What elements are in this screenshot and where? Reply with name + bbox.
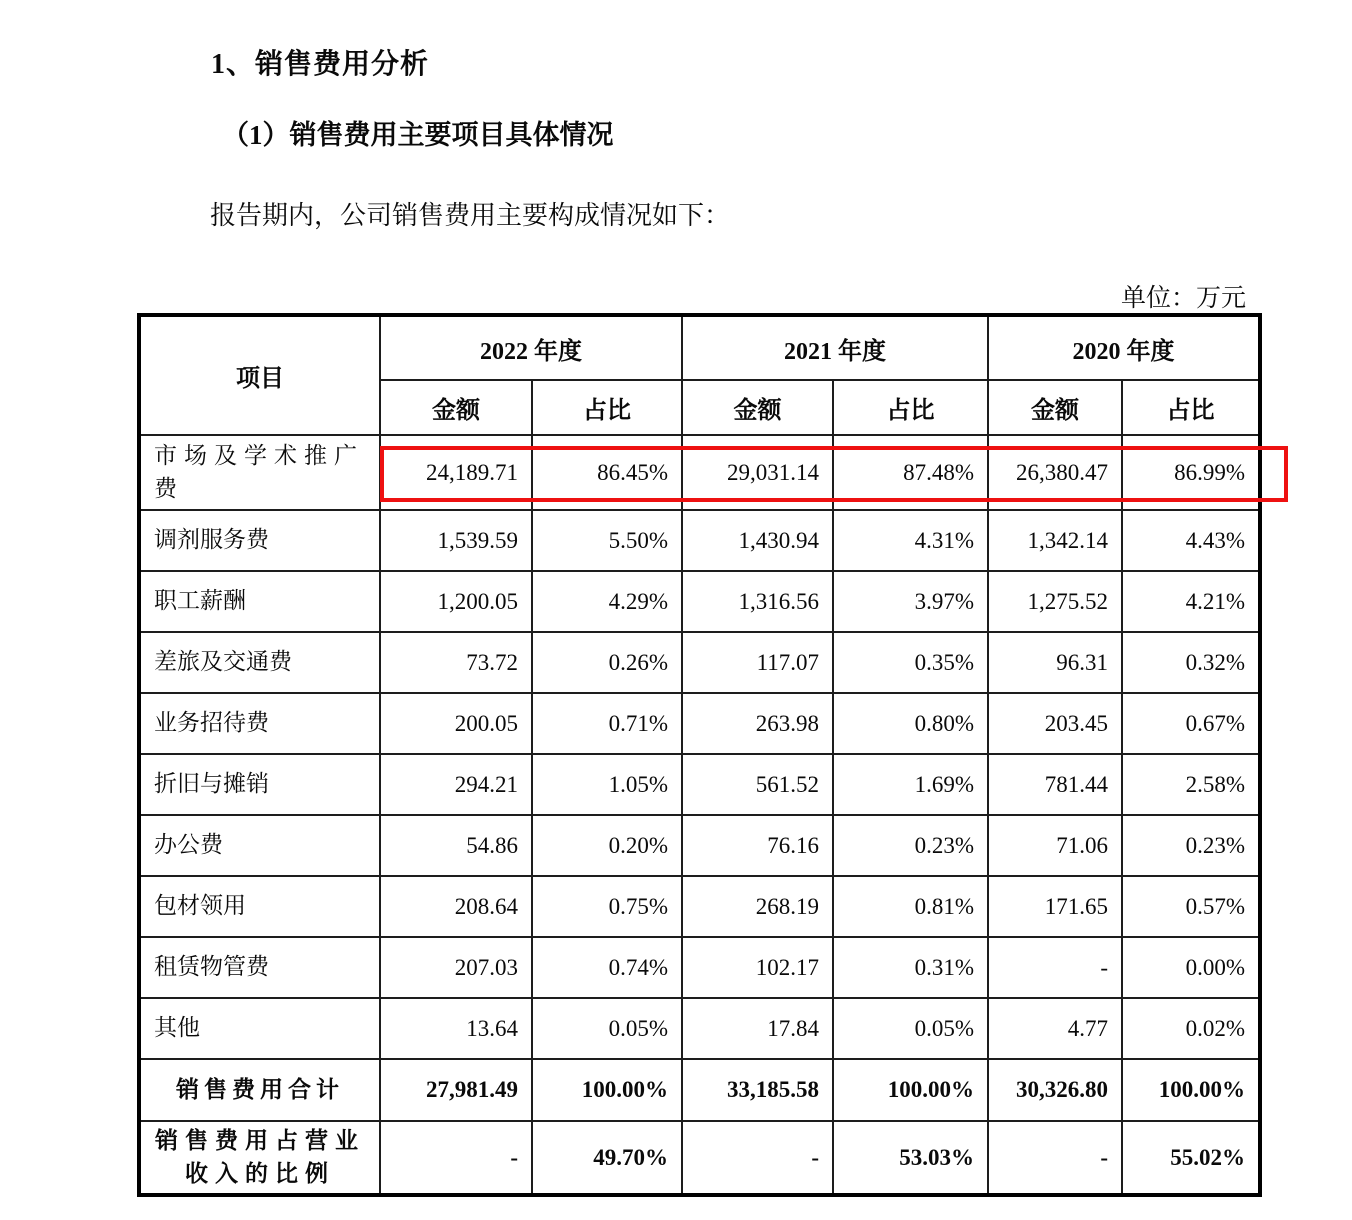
item-cell: 销售费用合计 — [139, 1059, 380, 1121]
unit-label: 单位：万元 — [1120, 285, 1246, 312]
value-cell: 100.00% — [1122, 1059, 1260, 1121]
value-cell: 263.98 — [682, 693, 833, 754]
value-cell: 268.19 — [682, 876, 833, 937]
item-cell: 包材领用 — [139, 876, 380, 937]
value-cell: 294.21 — [380, 754, 532, 815]
value-cell: 4.31% — [833, 510, 988, 571]
item-cell: 业务招待费 — [139, 693, 380, 754]
value-cell: 102.17 — [682, 937, 833, 998]
value-cell: 4.29% — [532, 571, 682, 632]
value-cell: 1.05% — [532, 754, 682, 815]
ratio-header-2022: 占比 — [532, 380, 682, 435]
value-cell: 100.00% — [532, 1059, 682, 1121]
amount-header-2022: 金额 — [380, 380, 532, 435]
value-cell: 86.99% — [1122, 435, 1260, 510]
table-row — [139, 1059, 1260, 1121]
intro-text: 报告期内，公司销售费用主要构成情况如下： — [210, 201, 731, 230]
value-cell: 207.03 — [380, 937, 532, 998]
item-cell: 职工薪酬 — [139, 571, 380, 632]
value-cell: 1,275.52 — [988, 571, 1122, 632]
table-row — [139, 1121, 1260, 1195]
value-cell: 29,031.14 — [682, 435, 833, 510]
item-cell: 租赁物管费 — [139, 937, 380, 998]
value-cell: 76.16 — [682, 815, 833, 876]
value-cell: 0.75% — [532, 876, 682, 937]
value-cell: 0.23% — [833, 815, 988, 876]
amount-header-2020: 金额 — [988, 380, 1122, 435]
ratio-header-2021: 占比 — [833, 380, 988, 435]
value-cell: 4.21% — [1122, 571, 1260, 632]
value-cell: 0.67% — [1122, 693, 1260, 754]
value-cell: - — [988, 937, 1122, 998]
item-cell: 销售费用占营业收入的比例 — [139, 1121, 380, 1195]
value-cell: 0.05% — [833, 998, 988, 1059]
value-cell: 96.31 — [988, 632, 1122, 693]
value-cell: 17.84 — [682, 998, 833, 1059]
value-cell: 0.00% — [1122, 937, 1260, 998]
value-cell: 0.57% — [1122, 876, 1260, 937]
value-cell: 0.32% — [1122, 632, 1260, 693]
value-cell: 53.03% — [833, 1121, 988, 1195]
item-cell: 办公费 — [139, 815, 380, 876]
value-cell: 1,430.94 — [682, 510, 833, 571]
value-cell: 0.05% — [532, 998, 682, 1059]
subsection-title: （1）销售费用主要项目具体情况 — [222, 120, 614, 150]
item-cell: 差旅及交通费 — [139, 632, 380, 693]
value-cell: 561.52 — [682, 754, 833, 815]
expense-table-container — [137, 313, 1262, 1197]
value-cell: 30,326.80 — [988, 1059, 1122, 1121]
value-cell: 24,189.71 — [380, 435, 532, 510]
section-title: 1、销售费用分析 — [211, 49, 430, 80]
value-cell: - — [380, 1121, 532, 1195]
value-cell: 71.06 — [988, 815, 1122, 876]
value-cell: 86.45% — [532, 435, 682, 510]
value-cell: - — [682, 1121, 833, 1195]
item-cell: 其他 — [139, 998, 380, 1059]
value-cell: 171.65 — [988, 876, 1122, 937]
value-cell: 0.23% — [1122, 815, 1260, 876]
value-cell: 0.71% — [532, 693, 682, 754]
value-cell: 1,200.05 — [380, 571, 532, 632]
value-cell: 3.97% — [833, 571, 988, 632]
item-cell: 调剂服务费 — [139, 510, 380, 571]
table-row — [139, 937, 1260, 998]
value-cell: 1,316.56 — [682, 571, 833, 632]
value-cell: 54.86 — [380, 815, 532, 876]
year-header-2022: 2022 年度 — [380, 315, 682, 380]
value-cell: 13.64 — [380, 998, 532, 1059]
value-cell: 1,342.14 — [988, 510, 1122, 571]
table-row — [139, 693, 1260, 754]
table-row — [139, 435, 1260, 510]
value-cell: 781.44 — [988, 754, 1122, 815]
value-cell: 55.02% — [1122, 1121, 1260, 1195]
value-cell: 33,185.58 — [682, 1059, 833, 1121]
value-cell: 0.26% — [532, 632, 682, 693]
table-row — [139, 571, 1260, 632]
table-row — [139, 754, 1260, 815]
value-cell: - — [988, 1121, 1122, 1195]
value-cell: 4.77 — [988, 998, 1122, 1059]
value-cell: 0.35% — [833, 632, 988, 693]
table-row — [139, 632, 1260, 693]
value-cell: 0.20% — [532, 815, 682, 876]
value-cell: 4.43% — [1122, 510, 1260, 571]
value-cell: 203.45 — [988, 693, 1122, 754]
table-row — [139, 815, 1260, 876]
value-cell: 2.58% — [1122, 754, 1260, 815]
table-row — [139, 510, 1260, 571]
table-row — [139, 998, 1260, 1059]
value-cell: 73.72 — [380, 632, 532, 693]
item-header: 项目 — [139, 315, 380, 435]
value-cell: 100.00% — [833, 1059, 988, 1121]
value-cell: 1,539.59 — [380, 510, 532, 571]
header-year-row — [139, 315, 1260, 380]
value-cell: 27,981.49 — [380, 1059, 532, 1121]
ratio-header-2020: 占比 — [1122, 380, 1260, 435]
value-cell: 0.74% — [532, 937, 682, 998]
item-cell: 折旧与摊销 — [139, 754, 380, 815]
value-cell: 200.05 — [380, 693, 532, 754]
year-header-2021: 2021 年度 — [682, 315, 988, 380]
value-cell: 0.02% — [1122, 998, 1260, 1059]
value-cell: 49.70% — [532, 1121, 682, 1195]
value-cell: 208.64 — [380, 876, 532, 937]
table-body — [139, 435, 1260, 1195]
value-cell: 117.07 — [682, 632, 833, 693]
value-cell: 1.69% — [833, 754, 988, 815]
value-cell: 0.81% — [833, 876, 988, 937]
value-cell: 26,380.47 — [988, 435, 1122, 510]
value-cell: 0.80% — [833, 693, 988, 754]
value-cell: 5.50% — [532, 510, 682, 571]
value-cell: 87.48% — [833, 435, 988, 510]
table-row — [139, 876, 1260, 937]
expense-table — [137, 313, 1262, 1197]
value-cell: 0.31% — [833, 937, 988, 998]
amount-header-2021: 金额 — [682, 380, 833, 435]
year-header-2020: 2020 年度 — [988, 315, 1260, 380]
item-cell: 市场及学术推广费 — [139, 435, 380, 510]
